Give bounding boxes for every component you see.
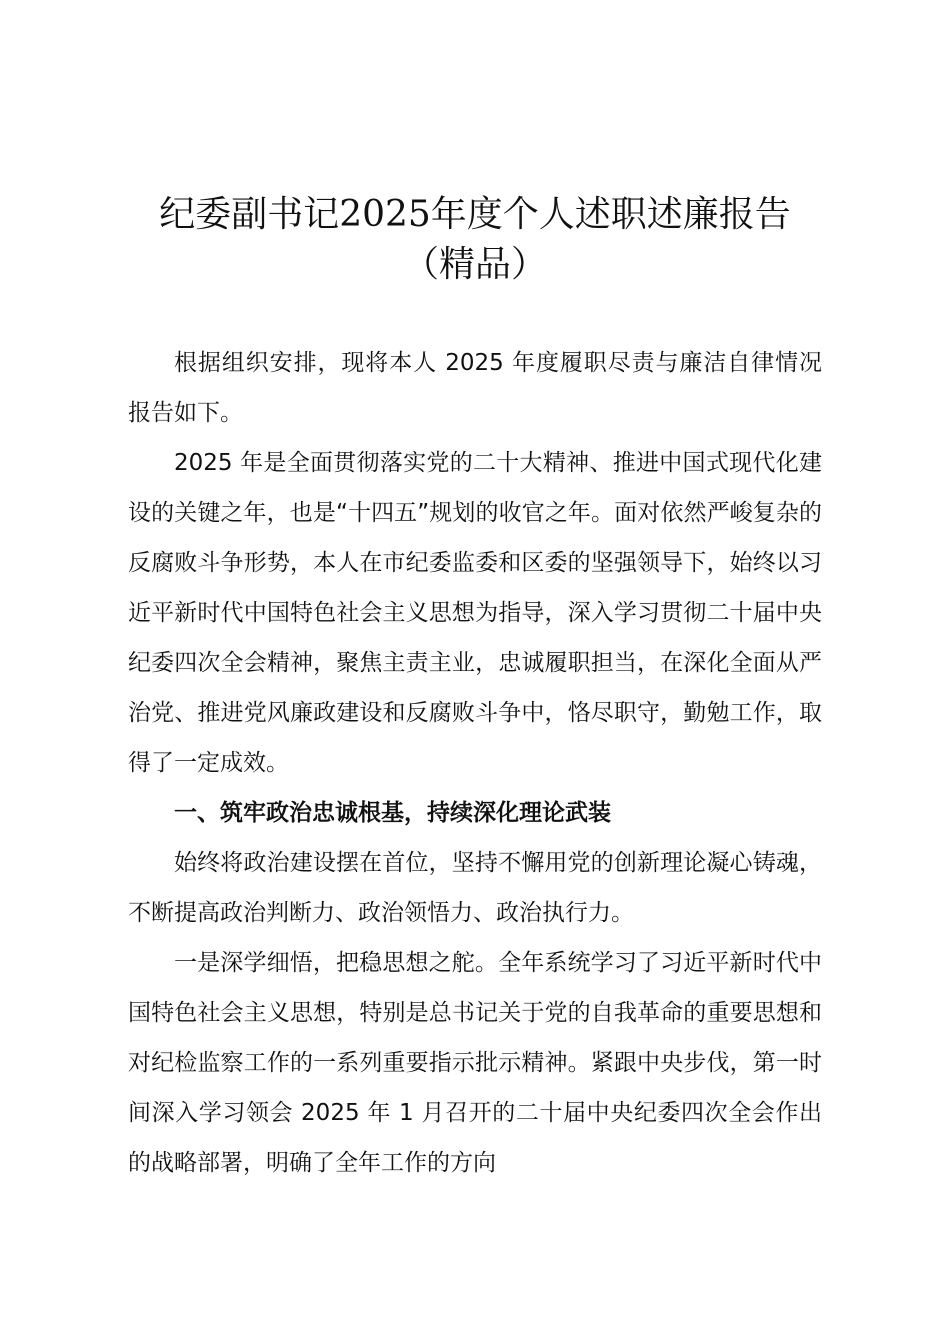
paragraph-intro: 根据组织安排，现将本人 2025 年度履职尽责与廉洁自律情况报告如下。 xyxy=(128,350,822,426)
document-title: 纪委副书记2025年度个人述职述廉报告（精品） xyxy=(159,194,791,285)
paragraph-section-1-point-1: 一是深学细悟，把稳思想之舵。全年系统学习了习近平新时代中国特色社会主义思想，特别是总书记关于党的自我革命的重要思想和对纪检监察工作的一系列重要指示批示精神。紧跟中央步伐，第一时间深入学习领会 2025 年 1 月召开的二十届中央纪委四次全会作出的战略部署，明确了全年工作的方向 xyxy=(128,950,822,1176)
document-body xyxy=(128,338,822,1188)
paragraph-background: 2025 年是全面贯彻落实党的二十大精神、推进中国式现代化建设的关键之年，也是“十四五”规划的收官之年。面对依然严峻复杂的反腐败斗争形势，本人在市纪委监委和区委的坚强领导下，始终以习近平新时代中国特色社会主义思想为指导，深入学习贯彻二十届中央纪委四次全会精神，聚焦主责主业，忠诚履职担当，在深化全面从严治党、推进党风廉政建设和反腐败斗争中，恪尽职守，勤勉工作，取得了一定成效。 xyxy=(128,450,822,776)
section-heading-1: 一、筑牢政治忠诚根基，持续深化理论武装 xyxy=(174,800,611,826)
paragraph-section-1-intro: 始终将政治建设摆在首位，坚持不懈用党的创新理论凝心铸魂，不断提高政治判断力、政治领悟力、政治执行力。 xyxy=(128,850,822,926)
